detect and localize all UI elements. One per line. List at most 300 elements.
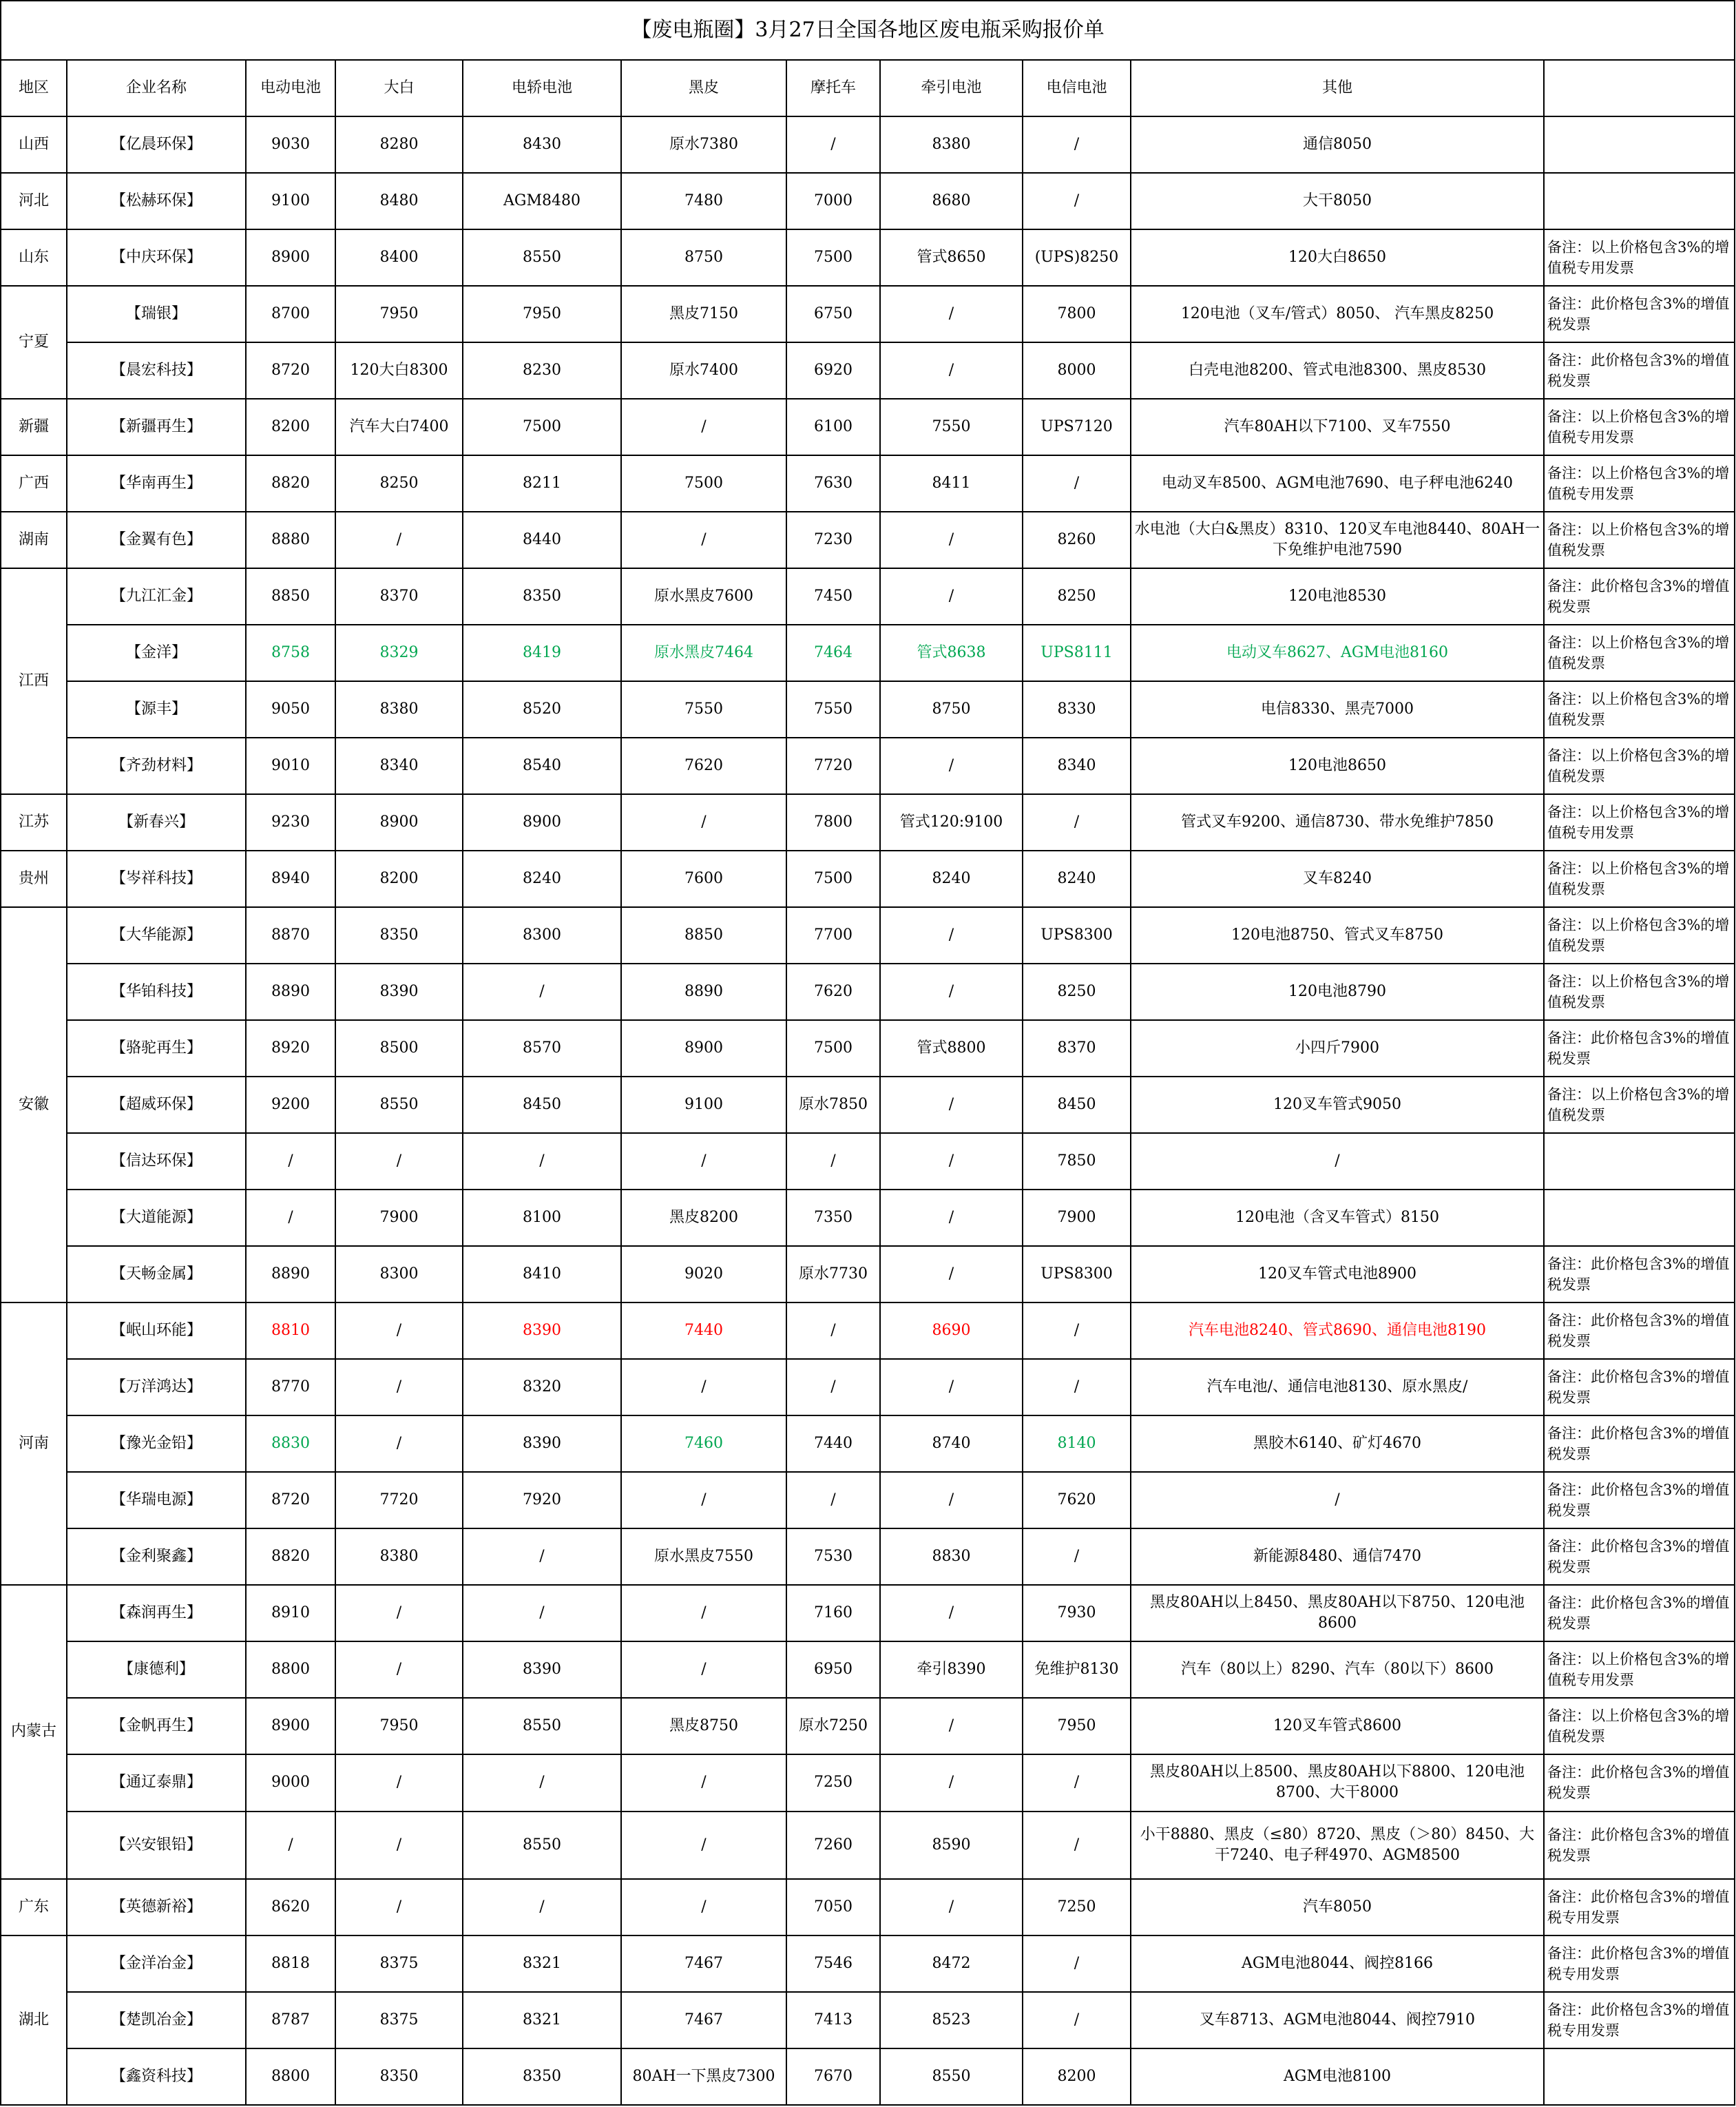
ev-cell: 8700 xyxy=(246,286,335,342)
table-row xyxy=(1,2048,1735,2105)
black-cell: 8850 xyxy=(621,907,786,964)
header-motorcycle: 摩托车 xyxy=(786,60,880,116)
note-cell: 备注：以上价格包含3%的增值税发票 xyxy=(1544,738,1735,794)
company-cell: 【楚凯冶金】 xyxy=(67,1992,246,2048)
car-cell: 8550 xyxy=(463,1812,621,1879)
other-cell: 新能源8480、通信7470 xyxy=(1131,1528,1544,1585)
company-cell: 【岷山环能】 xyxy=(67,1302,246,1359)
moto-cell: 6100 xyxy=(786,399,880,455)
note-cell: 备注：以上价格包含3%的增值税发票 xyxy=(1544,964,1735,1020)
traction-cell: / xyxy=(880,1133,1023,1190)
table-row xyxy=(1,1302,1735,1359)
header-region: 地区 xyxy=(1,60,67,116)
note-cell: 备注：此价格包含3%的增值税专用发票 xyxy=(1544,1935,1735,1992)
table-row xyxy=(1,1415,1735,1472)
company-cell: 【通辽泰鼎】 xyxy=(67,1754,246,1811)
telecom-cell: / xyxy=(1023,794,1131,851)
header-other: 其他 xyxy=(1131,60,1544,116)
ev-cell: 8890 xyxy=(246,1246,335,1302)
white-cell: 7950 xyxy=(335,286,463,342)
black-cell: 原水7380 xyxy=(621,116,786,173)
car-cell: / xyxy=(463,1585,621,1641)
traction-cell: 8550 xyxy=(880,2048,1023,2105)
traction-cell: / xyxy=(880,512,1023,568)
note-cell: 备注：此价格包含3%的增值税发票 xyxy=(1544,1246,1735,1302)
company-cell: 【豫光金铅】 xyxy=(67,1415,246,1472)
traction-cell: 8590 xyxy=(880,1812,1023,1879)
table-row xyxy=(1,455,1735,512)
black-cell: 原水黑皮7550 xyxy=(621,1528,786,1585)
ev-cell: 8800 xyxy=(246,2048,335,2105)
white-cell: 8380 xyxy=(335,1528,463,1585)
car-cell: 8350 xyxy=(463,2048,621,2105)
black-cell: 黑皮8200 xyxy=(621,1190,786,1246)
ev-cell: 8720 xyxy=(246,1472,335,1528)
other-cell: 120电池（叉车/管式）8050、 汽车黑皮8250 xyxy=(1131,286,1544,342)
black-cell: / xyxy=(621,1359,786,1415)
white-cell: 8390 xyxy=(335,964,463,1020)
company-cell: 【源丰】 xyxy=(67,681,246,738)
other-cell: 120叉车管式9050 xyxy=(1131,1077,1544,1133)
telecom-cell: / xyxy=(1023,1359,1131,1415)
car-cell: 8570 xyxy=(463,1020,621,1077)
table-row xyxy=(1,1077,1735,1133)
white-cell: 汽车大白7400 xyxy=(335,399,463,455)
region-cell: 安徽 xyxy=(1,907,67,1302)
note-cell: 备注：以上价格包含3%的增值税专用发票 xyxy=(1544,1641,1735,1698)
region-cell: 湖北 xyxy=(1,1935,67,2105)
note-cell: 备注：此价格包含3%的增值税发票 xyxy=(1544,1754,1735,1811)
traction-cell: / xyxy=(880,1754,1023,1811)
other-cell: / xyxy=(1131,1472,1544,1528)
other-cell: 120电池8790 xyxy=(1131,964,1544,1020)
header-note xyxy=(1544,60,1735,116)
moto-cell: 原水7250 xyxy=(786,1698,880,1754)
traction-cell: 管式8800 xyxy=(880,1020,1023,1077)
traction-cell: 8380 xyxy=(880,116,1023,173)
black-cell: 黑皮8750 xyxy=(621,1698,786,1754)
car-cell: 8440 xyxy=(463,512,621,568)
white-cell: 8480 xyxy=(335,173,463,229)
region-cell: 江西 xyxy=(1,568,67,794)
black-cell: 7600 xyxy=(621,851,786,907)
header-row xyxy=(1,60,1735,116)
table-row xyxy=(1,1133,1735,1190)
car-cell: 8520 xyxy=(463,681,621,738)
table-row xyxy=(1,1528,1735,1585)
white-cell: 8400 xyxy=(335,229,463,286)
car-cell: 8230 xyxy=(463,342,621,399)
black-cell: 7440 xyxy=(621,1302,786,1359)
region-cell: 湖南 xyxy=(1,512,67,568)
white-cell: / xyxy=(335,1359,463,1415)
region-cell: 山东 xyxy=(1,229,67,286)
note-cell: 备注：以上价格包含3%的增值税发票 xyxy=(1544,512,1735,568)
table-row xyxy=(1,1879,1735,1935)
company-cell: 【金利聚鑫】 xyxy=(67,1528,246,1585)
moto-cell: 7413 xyxy=(786,1992,880,2048)
note-cell: 备注：以上价格包含3%的增值税发票 xyxy=(1544,1077,1735,1133)
ev-cell: 8787 xyxy=(246,1992,335,2048)
telecom-cell: / xyxy=(1023,455,1131,512)
other-cell: 120电池（含叉车管式）8150 xyxy=(1131,1190,1544,1246)
table-row xyxy=(1,738,1735,794)
telecom-cell: 8240 xyxy=(1023,851,1131,907)
moto-cell: 6920 xyxy=(786,342,880,399)
traction-cell: / xyxy=(880,1472,1023,1528)
table-row xyxy=(1,1020,1735,1077)
company-cell: 【鑫资科技】 xyxy=(67,2048,246,2105)
company-cell: 【万洋鸿达】 xyxy=(67,1359,246,1415)
white-cell: 8350 xyxy=(335,907,463,964)
white-cell: 8375 xyxy=(335,1935,463,1992)
note-cell: 备注：此价格包含3%的增值税发票 xyxy=(1544,1359,1735,1415)
other-cell: 黑皮80AH以上8500、黑皮80AH以下8800、120电池8700、大干8000 xyxy=(1131,1754,1544,1811)
region-cell: 河南 xyxy=(1,1302,67,1585)
table-row xyxy=(1,1992,1735,2048)
other-cell: 汽车80AH以下7100、叉车7550 xyxy=(1131,399,1544,455)
region-cell: 江苏 xyxy=(1,794,67,851)
moto-cell: 7230 xyxy=(786,512,880,568)
telecom-cell: UPS7120 xyxy=(1023,399,1131,455)
white-cell: 8370 xyxy=(335,568,463,625)
car-cell: 8240 xyxy=(463,851,621,907)
table-row xyxy=(1,1246,1735,1302)
telecom-cell: / xyxy=(1023,1812,1131,1879)
white-cell: 8900 xyxy=(335,794,463,851)
moto-cell: 7350 xyxy=(786,1190,880,1246)
telecom-cell: 8000 xyxy=(1023,342,1131,399)
header-telecom: 电信电池 xyxy=(1023,60,1131,116)
moto-cell: 7630 xyxy=(786,455,880,512)
region-cell: 贵州 xyxy=(1,851,67,907)
region-cell: 新疆 xyxy=(1,399,67,455)
moto-cell: 7000 xyxy=(786,173,880,229)
white-cell: 8350 xyxy=(335,2048,463,2105)
ev-cell: 9010 xyxy=(246,738,335,794)
ev-cell: / xyxy=(246,1190,335,1246)
company-cell: 【康德利】 xyxy=(67,1641,246,1698)
moto-cell: / xyxy=(786,1302,880,1359)
telecom-cell: 8140 xyxy=(1023,1415,1131,1472)
ev-cell: 8900 xyxy=(246,229,335,286)
black-cell: 7467 xyxy=(621,1992,786,2048)
note-cell: 备注：以上价格包含3%的增值税专用发票 xyxy=(1544,794,1735,851)
telecom-cell: 7800 xyxy=(1023,286,1131,342)
car-cell: 8320 xyxy=(463,1359,621,1415)
moto-cell: 7160 xyxy=(786,1585,880,1641)
ev-cell: 8850 xyxy=(246,568,335,625)
company-cell: 【大华能源】 xyxy=(67,907,246,964)
telecom-cell: / xyxy=(1023,1992,1131,2048)
other-cell: 小四斤7900 xyxy=(1131,1020,1544,1077)
white-cell: 8200 xyxy=(335,851,463,907)
note-cell: 备注：此价格包含3%的增值税发票 xyxy=(1544,1812,1735,1879)
car-cell: / xyxy=(463,964,621,1020)
moto-cell: / xyxy=(786,1133,880,1190)
table-row xyxy=(1,1190,1735,1246)
table-row xyxy=(1,964,1735,1020)
traction-cell: 7550 xyxy=(880,399,1023,455)
header-car-battery: 电轿电池 xyxy=(463,60,621,116)
note-cell xyxy=(1544,2048,1735,2105)
moto-cell: 7720 xyxy=(786,738,880,794)
moto-cell: / xyxy=(786,1359,880,1415)
white-cell: 7950 xyxy=(335,1698,463,1754)
note-cell: 备注：以上价格包含3%的增值税发票 xyxy=(1544,851,1735,907)
car-cell: AGM8480 xyxy=(463,173,621,229)
company-cell: 【金帆再生】 xyxy=(67,1698,246,1754)
traction-cell: 管式120:9100 xyxy=(880,794,1023,851)
telecom-cell: 8370 xyxy=(1023,1020,1131,1077)
region-cell: 广东 xyxy=(1,1879,67,1935)
other-cell: 汽车8050 xyxy=(1131,1879,1544,1935)
ev-cell: 8200 xyxy=(246,399,335,455)
ev-cell: 9000 xyxy=(246,1754,335,1811)
car-cell: 8410 xyxy=(463,1246,621,1302)
company-cell: 【松赫环保】 xyxy=(67,173,246,229)
traction-cell: / xyxy=(880,1246,1023,1302)
note-cell: 备注：以上价格包含3%的增值税专用发票 xyxy=(1544,455,1735,512)
other-cell: 白壳电池8200、管式电池8300、黑皮8530 xyxy=(1131,342,1544,399)
header-ev-battery: 电动电池 xyxy=(246,60,335,116)
table-row xyxy=(1,286,1735,342)
telecom-cell: 7950 xyxy=(1023,1698,1131,1754)
black-cell: / xyxy=(621,399,786,455)
telecom-cell: 8340 xyxy=(1023,738,1131,794)
company-cell: 【瑞银】 xyxy=(67,286,246,342)
black-cell: 9100 xyxy=(621,1077,786,1133)
other-cell: 叉车8713、AGM电池8044、阀控7910 xyxy=(1131,1992,1544,2048)
table-row xyxy=(1,399,1735,455)
ev-cell: 8830 xyxy=(246,1415,335,1472)
white-cell: / xyxy=(335,1585,463,1641)
ev-cell: 8770 xyxy=(246,1359,335,1415)
black-cell: 8750 xyxy=(621,229,786,286)
company-cell: 【兴安银铅】 xyxy=(67,1812,246,1879)
car-cell: 8900 xyxy=(463,794,621,851)
car-cell: 8550 xyxy=(463,1698,621,1754)
note-cell xyxy=(1544,1190,1735,1246)
telecom-cell: 8260 xyxy=(1023,512,1131,568)
other-cell: 通信8050 xyxy=(1131,116,1544,173)
white-cell: 8500 xyxy=(335,1020,463,1077)
car-cell: 8300 xyxy=(463,907,621,964)
table-row xyxy=(1,1585,1735,1641)
car-cell: 8390 xyxy=(463,1641,621,1698)
moto-cell: 7700 xyxy=(786,907,880,964)
other-cell: 汽车电池/、通信电池8130、原水黑皮/ xyxy=(1131,1359,1544,1415)
company-cell: 【华瑞电源】 xyxy=(67,1472,246,1528)
moto-cell: 原水7850 xyxy=(786,1077,880,1133)
car-cell: 7950 xyxy=(463,286,621,342)
traction-cell: 8523 xyxy=(880,1992,1023,2048)
sheet-title: 【废电瓶圈】3月27日全国各地区废电瓶采购报价单 xyxy=(1,1,1735,60)
region-cell: 内蒙古 xyxy=(1,1585,67,1878)
region-cell: 宁夏 xyxy=(1,286,67,399)
car-cell: / xyxy=(463,1528,621,1585)
company-cell: 【齐劲材料】 xyxy=(67,738,246,794)
company-cell: 【信达环保】 xyxy=(67,1133,246,1190)
table-row xyxy=(1,1812,1735,1879)
table-row xyxy=(1,568,1735,625)
telecom-cell: / xyxy=(1023,116,1131,173)
note-cell: 备注：此价格包含3%的增值税发票 xyxy=(1544,1528,1735,1585)
telecom-cell: 8250 xyxy=(1023,964,1131,1020)
white-cell: / xyxy=(335,1812,463,1879)
moto-cell: 7546 xyxy=(786,1935,880,1992)
moto-cell: 6750 xyxy=(786,286,880,342)
traction-cell: 8830 xyxy=(880,1528,1023,1585)
traction-cell: 8680 xyxy=(880,173,1023,229)
white-cell: / xyxy=(335,1302,463,1359)
moto-cell: 7440 xyxy=(786,1415,880,1472)
company-cell: 【岑祥科技】 xyxy=(67,851,246,907)
black-cell: / xyxy=(621,1472,786,1528)
company-cell: 【超威环保】 xyxy=(67,1077,246,1133)
moto-cell: 7500 xyxy=(786,229,880,286)
other-cell: 电动叉车8500、AGM电池7690、电子秤电池6240 xyxy=(1131,455,1544,512)
company-cell: 【九江汇金】 xyxy=(67,568,246,625)
ev-cell: 8720 xyxy=(246,342,335,399)
other-cell: 120大白8650 xyxy=(1131,229,1544,286)
ev-cell: 8620 xyxy=(246,1879,335,1935)
traction-cell: / xyxy=(880,738,1023,794)
company-cell: 【华铂科技】 xyxy=(67,964,246,1020)
car-cell: 8321 xyxy=(463,1935,621,1992)
note-cell: 备注：此价格包含3%的增值税专用发票 xyxy=(1544,1879,1735,1935)
table-row xyxy=(1,512,1735,568)
note-cell xyxy=(1544,173,1735,229)
white-cell: 8375 xyxy=(335,1992,463,2048)
white-cell: / xyxy=(335,1879,463,1935)
black-cell: 8890 xyxy=(621,964,786,1020)
white-cell: / xyxy=(335,512,463,568)
other-cell: / xyxy=(1131,1133,1544,1190)
traction-cell: / xyxy=(880,907,1023,964)
note-cell: 备注：此价格包含3%的增值税发票 xyxy=(1544,1020,1735,1077)
moto-cell: / xyxy=(786,116,880,173)
table-row xyxy=(1,1359,1735,1415)
black-cell: 原水黑皮7464 xyxy=(621,625,786,681)
traction-cell: / xyxy=(880,1585,1023,1641)
note-cell: 备注：此价格包含3%的增值税发票 xyxy=(1544,1585,1735,1641)
moto-cell: 7670 xyxy=(786,2048,880,2105)
car-cell: 8450 xyxy=(463,1077,621,1133)
header-black: 黑皮 xyxy=(621,60,786,116)
header-company: 企业名称 xyxy=(67,60,246,116)
note-cell: 备注：以上价格包含3%的增值税发票 xyxy=(1544,681,1735,738)
black-cell: / xyxy=(621,1133,786,1190)
black-cell: 80AH一下黑皮7300 xyxy=(621,2048,786,2105)
table-row xyxy=(1,173,1735,229)
car-cell: 8350 xyxy=(463,568,621,625)
ev-cell: 8820 xyxy=(246,455,335,512)
car-cell: 8100 xyxy=(463,1190,621,1246)
white-cell: 7900 xyxy=(335,1190,463,1246)
telecom-cell: / xyxy=(1023,1528,1131,1585)
table-row xyxy=(1,1472,1735,1528)
moto-cell: 7250 xyxy=(786,1754,880,1811)
ev-cell: 8758 xyxy=(246,625,335,681)
black-cell: / xyxy=(621,1812,786,1879)
note-cell: 备注：此价格包含3%的增值税专用发票 xyxy=(1544,1992,1735,2048)
note-cell: 备注：此价格包含3%的增值税发票 xyxy=(1544,1472,1735,1528)
table-row xyxy=(1,1935,1735,1992)
table-row xyxy=(1,342,1735,399)
car-cell: 8540 xyxy=(463,738,621,794)
table-row xyxy=(1,625,1735,681)
table-row xyxy=(1,229,1735,286)
traction-cell: / xyxy=(880,1879,1023,1935)
note-cell: 备注：以上价格包含3%的增值税发票 xyxy=(1544,1698,1735,1754)
company-cell: 【晨宏科技】 xyxy=(67,342,246,399)
traction-cell: 8690 xyxy=(880,1302,1023,1359)
traction-cell: / xyxy=(880,342,1023,399)
white-cell: 8380 xyxy=(335,681,463,738)
company-cell: 【英德新裕】 xyxy=(67,1879,246,1935)
other-cell: 120电池8650 xyxy=(1131,738,1544,794)
traction-cell: / xyxy=(880,568,1023,625)
car-cell: 8550 xyxy=(463,229,621,286)
note-cell xyxy=(1544,1133,1735,1190)
black-cell: 7500 xyxy=(621,455,786,512)
moto-cell: 7050 xyxy=(786,1879,880,1935)
ev-cell: / xyxy=(246,1133,335,1190)
moto-cell: 6950 xyxy=(786,1641,880,1698)
ev-cell: 9050 xyxy=(246,681,335,738)
car-cell: 8390 xyxy=(463,1415,621,1472)
moto-cell: 7800 xyxy=(786,794,880,851)
other-cell: 汽车（80以上）8290、汽车（80以下）8600 xyxy=(1131,1641,1544,1698)
note-cell: 备注：此价格包含3%的增值税发票 xyxy=(1544,286,1735,342)
company-cell: 【金洋冶金】 xyxy=(67,1935,246,1992)
other-cell: AGM电池8044、阀控8166 xyxy=(1131,1935,1544,1992)
telecom-cell: / xyxy=(1023,1754,1131,1811)
region-cell: 河北 xyxy=(1,173,67,229)
car-cell: 8419 xyxy=(463,625,621,681)
white-cell: 8550 xyxy=(335,1077,463,1133)
other-cell: 管式叉车9200、通信8730、带水免维护7850 xyxy=(1131,794,1544,851)
other-cell: 黑皮80AH以上8450、黑皮80AH以下8750、120电池8600 xyxy=(1131,1585,1544,1641)
black-cell: 7620 xyxy=(621,738,786,794)
ev-cell: 8820 xyxy=(246,1528,335,1585)
moto-cell: 7530 xyxy=(786,1528,880,1585)
black-cell: 原水7400 xyxy=(621,342,786,399)
white-cell: / xyxy=(335,1133,463,1190)
white-cell: 120大白8300 xyxy=(335,342,463,399)
traction-cell: 8240 xyxy=(880,851,1023,907)
telecom-cell: / xyxy=(1023,1302,1131,1359)
telecom-cell: 7250 xyxy=(1023,1879,1131,1935)
white-cell: 8329 xyxy=(335,625,463,681)
black-cell: / xyxy=(621,794,786,851)
white-cell: / xyxy=(335,1641,463,1698)
company-cell: 【金翼有色】 xyxy=(67,512,246,568)
table-row xyxy=(1,1698,1735,1754)
other-cell: 120叉车管式8600 xyxy=(1131,1698,1544,1754)
black-cell: 7480 xyxy=(621,173,786,229)
traction-cell: 8411 xyxy=(880,455,1023,512)
company-cell: 【森润再生】 xyxy=(67,1585,246,1641)
other-cell: 120电池8750、管式叉车8750 xyxy=(1131,907,1544,964)
table-row xyxy=(1,851,1735,907)
traction-cell: / xyxy=(880,286,1023,342)
white-cell: 8280 xyxy=(335,116,463,173)
company-cell: 【大道能源】 xyxy=(67,1190,246,1246)
company-cell: 【新疆再生】 xyxy=(67,399,246,455)
car-cell: 8430 xyxy=(463,116,621,173)
